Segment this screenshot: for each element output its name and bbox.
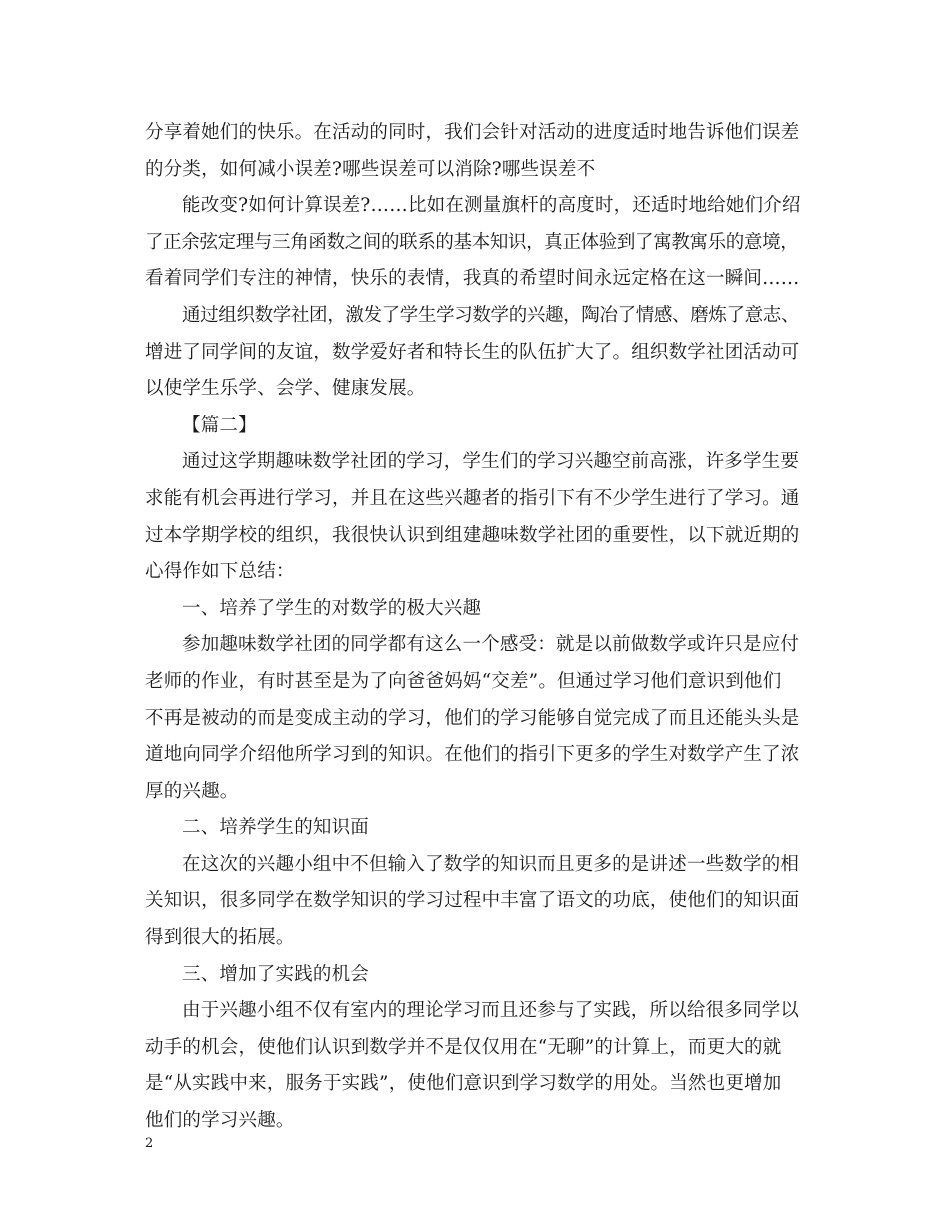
paragraph-line: 在这次的兴趣小组中不但输入了数学的知识而且更多的是讲述一些数学的相 — [182, 853, 800, 875]
section-heading-part-two: 【篇二】 — [182, 414, 257, 436]
section-heading-one: 一、培养了学生的对数学的极大兴趣 — [182, 597, 482, 619]
paragraph-line: 得到很大的拓展。 — [145, 927, 295, 949]
paragraph-line: 动手的机会，使他们认识到数学并不是仅仅用在“无聊”的计算上，而更大的就 — [145, 1036, 782, 1058]
paragraph-line: 的分类，如何减小误差?哪些误差可以消除?哪些误差不 — [145, 158, 596, 180]
paragraph-line: 求能有机会再进行学习，并且在这些兴趣者的指引下有不少学生进行了学习。通 — [145, 487, 800, 509]
paragraph-line: 能改变?如何计算误差?……比如在测量旗杆的高度时，还适时地给她们介绍 — [182, 195, 801, 217]
paragraph-line: 以使学生乐学、会学、健康发展。 — [145, 378, 426, 400]
paragraph-line: 通过组织数学社团，激发了学生学习数学的兴趣，陶冶了情感、磨炼了意志、 — [182, 304, 800, 326]
paragraph-line: 老师的作业，有时甚至是为了向爸爸妈妈“交差”。但通过学习他们意识到他们 — [145, 670, 782, 692]
paragraph-line: 增进了同学间的友谊，数学爱好者和特长生的队伍扩大了。组织数学社团活动可 — [145, 341, 800, 363]
page-number: 2 — [145, 1136, 154, 1151]
paragraph-line: 关知识，很多同学在数学知识的学习过程中丰富了语文的功底，使他们的知识面 — [145, 890, 800, 912]
paragraph-line: 过本学期学校的组织，我很快认识到组建趣味数学社团的重要性，以下就近期的 — [145, 524, 800, 546]
paragraph-line: 参加趣味数学社团的同学都有这么一个感受：就是以前做数学或许只是应付 — [182, 634, 800, 656]
paragraph-line: 是“从实践中来，服务于实践”，使他们意识到学习数学的用处。当然也更增加 — [145, 1073, 782, 1095]
section-heading-two: 二、培养学生的知识面 — [182, 817, 370, 839]
paragraph-line: 看着同学们专注的神情，快乐的表情，我真的希望时间永远定格在这一瞬间…… — [145, 268, 800, 290]
paragraph-line: 了正余弦定理与三角函数之间的联系的基本知识，真正体验到了寓教寓乐的意境， — [145, 231, 799, 253]
paragraph-line: 通过这学期趣味数学社团的学习，学生们的学习兴趣空前高涨，许多学生要 — [182, 451, 800, 473]
paragraph-line: 不再是被动的而是变成主动的学习，他们的学习能够自觉完成了而且还能头头是 — [145, 707, 800, 729]
paragraph-line: 分享着她们的快乐。在活动的同时，我们会针对活动的进度适时地告诉他们误差 — [145, 122, 800, 143]
paragraph-line: 厚的兴趣。 — [145, 780, 239, 802]
section-heading-three: 三、增加了实践的机会 — [182, 963, 370, 985]
paragraph-line: 心得作如下总结： — [145, 561, 295, 583]
document-body — [145, 115, 815, 1140]
paragraph-line: 道地向同学介绍他所学习到的知识。在他们的指引下更多的学生对数学产生了浓 — [145, 744, 800, 766]
paragraph-line: 他们的学习兴趣。 — [145, 1110, 295, 1132]
paragraph-line: 由于兴趣小组不仅有室内的理论学习而且还参与了实践，所以给很多同学以 — [182, 1000, 800, 1022]
